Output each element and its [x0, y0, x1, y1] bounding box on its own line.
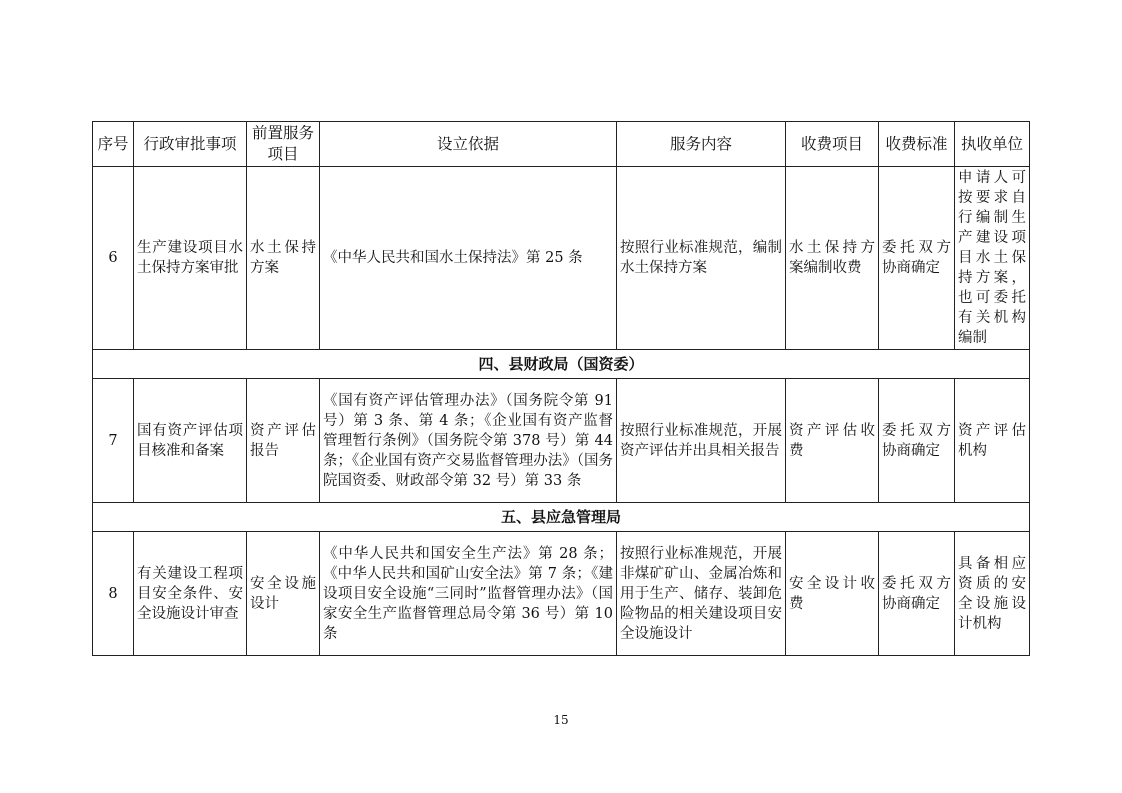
row-fee-standard: 委托双方协商确定 [879, 167, 955, 350]
header-no: 序号 [93, 122, 134, 167]
row-fee-item: 安全设计收费 [786, 532, 879, 656]
row-fee-standard: 委托双方协商确定 [879, 379, 955, 503]
section-row [93, 350, 1030, 379]
header-collecting-unit: 执收单位 [955, 122, 1030, 167]
section-row [93, 503, 1030, 532]
row-approval-item: 国有资产评估项目核准和备案 [134, 379, 247, 503]
header-fee-item: 收费项目 [786, 122, 879, 167]
row-no: 8 [93, 532, 134, 656]
row-service-item: 水土保持方案 [247, 167, 320, 350]
header-basis: 设立依据 [320, 122, 617, 167]
row-service-content: 按照行业标准规范，开展非煤矿矿山、金属冶炼和用于生产、储存、装卸危险物品的相关建设项目安全设施设计 [617, 532, 786, 656]
row-collecting-unit: 具备相应资质的安全设施设计机构 [955, 532, 1030, 656]
row-basis: 《中华人民共和国水土保持法》第 25 条 [320, 167, 617, 350]
row-basis: 《国有资产评估管理办法》（国务院令第 91 号）第 3 条、第 4 条；《企业国有资产监督管理暂行条例》（国务院令第 378 号）第 44 条；《企业国有资产交易监督管理办法》（国务院国资委、财政部令第 32 号）第 33 条 [320, 379, 617, 503]
section-title: 五、县应急管理局 [93, 503, 1030, 532]
table-header-row [93, 122, 1030, 167]
row-service-item: 安全设施设计 [247, 532, 320, 656]
row-no: 7 [93, 379, 134, 503]
row-collecting-unit: 资产评估机构 [955, 379, 1030, 503]
row-collecting-unit: 申请人可按要求自行编制生产建设项目水土保持方案，也可委托有关机构编制 [955, 167, 1030, 350]
page-number: 15 [553, 713, 569, 727]
header-approval-item: 行政审批事项 [134, 122, 247, 167]
row-fee-item: 资产评估收费 [786, 379, 879, 503]
fee-table [92, 121, 1030, 656]
row-basis: 《中华人民共和国安全生产法》第 28 条；《中华人民共和国矿山安全法》第 7 条；《建设项目安全设施“三同时”监督管理办法》（国家安全生产监督管理总局令第 36 号）第 10 条 [320, 532, 617, 656]
row-approval-item: 生产建设项目水土保持方案审批 [134, 167, 247, 350]
header-service-item: 前置服务项目 [247, 122, 320, 167]
row-no: 6 [93, 167, 134, 350]
row-service-content: 按照行业标准规范，开展资产评估并出具相关报告 [617, 379, 786, 503]
table-row [93, 532, 1030, 656]
header-service-content: 服务内容 [617, 122, 786, 167]
row-fee-item: 水土保持方案编制收费 [786, 167, 879, 350]
table-row [93, 379, 1030, 503]
row-fee-standard: 委托双方协商确定 [879, 532, 955, 656]
section-title: 四、县财政局（国资委） [93, 350, 1030, 379]
row-service-item: 资产评估报告 [247, 379, 320, 503]
row-service-content: 按照行业标准规范，编制水土保持方案 [617, 167, 786, 350]
row-approval-item: 有关建设工程项目安全条件、安全设施设计审查 [134, 532, 247, 656]
table-row [93, 167, 1030, 350]
header-fee-standard: 收费标准 [879, 122, 955, 167]
